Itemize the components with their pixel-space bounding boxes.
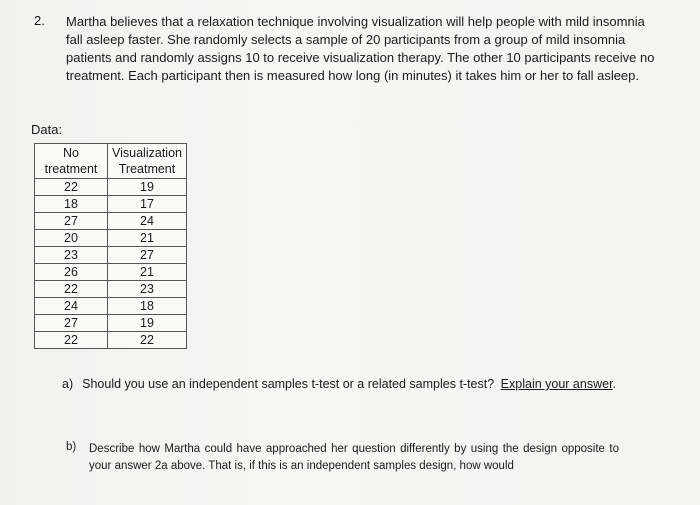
part-a: a) Should you use an independent samples t-test or a related samples t-test? Explain your answer. <box>62 377 617 391</box>
question-number: 2. <box>34 13 45 28</box>
table-row <box>35 179 187 196</box>
table-cell: 27 <box>35 315 108 332</box>
table-cell: 27 <box>108 247 187 264</box>
table-cell: 22 <box>35 179 108 196</box>
table-cell: 23 <box>35 247 108 264</box>
table-cell: 17 <box>108 196 187 213</box>
table-cell: 21 <box>108 230 187 247</box>
header-visualization-treatment: Visualization Treatment <box>108 144 187 179</box>
data-table <box>34 143 187 349</box>
table-header-row <box>35 144 187 179</box>
table-row <box>35 247 187 264</box>
question-text: Martha believes that a relaxation technique involving visualization will help people with mild insomnia fall asleep faster. She randomly selects a sample of 20 participants from a group of mild insomnia patients and randomly assigns 10 to receive visualization therapy. The other 10 participants receive no treatment. Each participant then is measured how long (in minutes) it takes him or her to fall asleep. <box>66 14 655 83</box>
table-cell: 24 <box>108 213 187 230</box>
part-a-text: Should you use an independent samples t-test or a related samples t-test? <box>82 377 495 391</box>
table-cell: 22 <box>35 281 108 298</box>
table-cell: 21 <box>108 264 187 281</box>
table-row <box>35 332 187 349</box>
part-b-text: Describe how Martha could have approached her question differently by using the design opposite to your answer 2a above. That is, if this is an independent samples design, how would <box>89 443 619 472</box>
table-cell: 22 <box>108 332 187 349</box>
table-row <box>35 298 187 315</box>
table-cell: 20 <box>35 230 108 247</box>
table-cell: 18 <box>35 196 108 213</box>
table-cell: 23 <box>108 281 187 298</box>
data-label: Data: <box>31 122 63 137</box>
table-row <box>35 264 187 281</box>
table-cell: 24 <box>35 298 108 315</box>
table-row <box>35 230 187 247</box>
table-cell: 18 <box>108 298 187 315</box>
explain-answer-link: Explain your answer <box>500 377 613 391</box>
table-cell: 19 <box>108 315 187 332</box>
table-row <box>35 213 187 230</box>
header-no-treatment: No treatment <box>35 144 108 179</box>
table-cell: 27 <box>35 213 108 230</box>
table-row <box>35 315 187 332</box>
part-a-label: a) <box>62 377 74 391</box>
part-b-label: b) <box>66 441 77 453</box>
table-cell: 26 <box>35 264 108 281</box>
table-cell: 22 <box>35 332 108 349</box>
table-row <box>35 281 187 298</box>
table-row <box>35 196 187 213</box>
table-cell: 19 <box>108 179 187 196</box>
